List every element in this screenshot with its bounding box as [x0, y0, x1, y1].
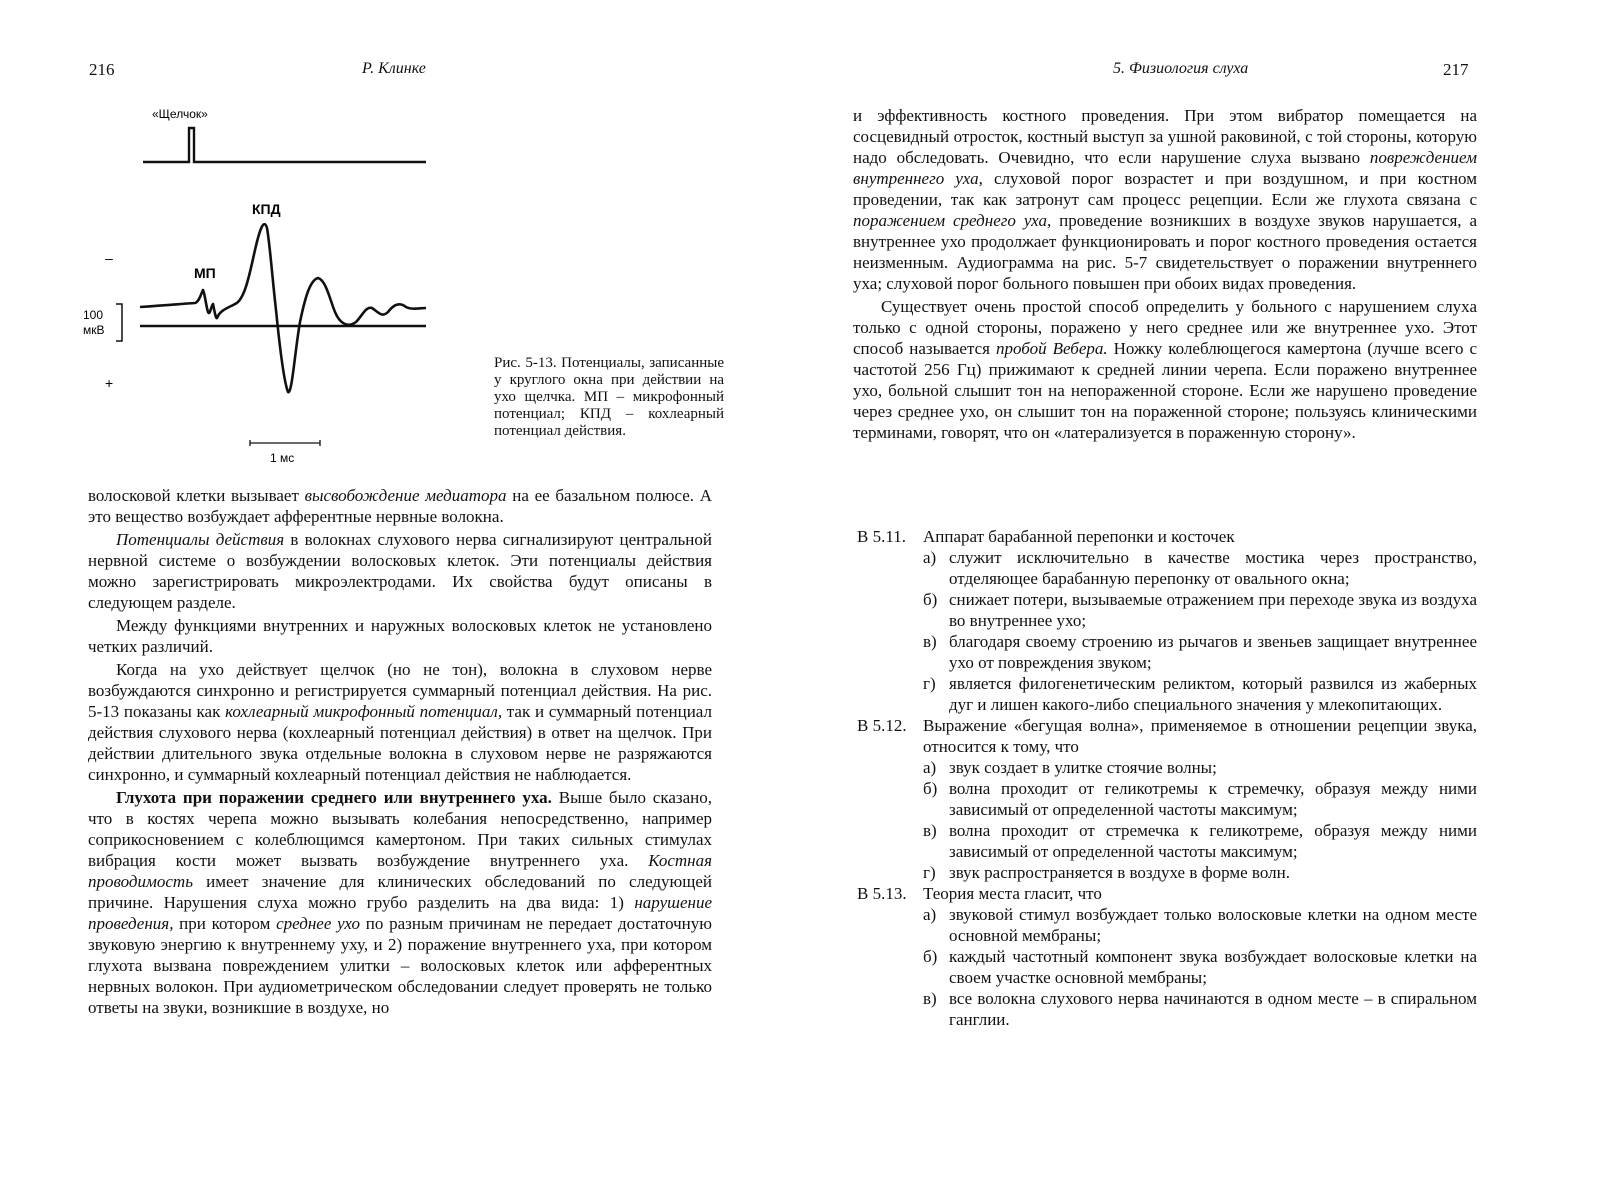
- questions-block: [857, 526, 1477, 1030]
- text-run: слуховой порог возрастет и при воздушном, и при костном проведении, так как затронут сам процесс рецепции. Если же глухота связана с: [853, 169, 1477, 209]
- figure-5-13: [80, 100, 440, 480]
- answer-text: звук создает в улитке стоячие волны;: [949, 758, 1217, 777]
- text-run: и эффективность костного проведения. При этом вибратор помещается на сосцевидный отросток, костный выступ за ушной раковиной, с той стороны, которую надо обследовать. Очевидно, что если нарушение слуха вызвано: [853, 106, 1477, 167]
- page-number-right: 217: [1443, 60, 1469, 79]
- right-text-column: [853, 105, 1477, 443]
- answer-letter: б): [923, 779, 938, 798]
- question-text: Выражение «бегущая волна», применяемое в отношении рецепции звука, относится к тому, что: [923, 716, 1477, 756]
- text-run: по разным причинам не передает достаточную звуковую энергию к внутреннему уху, и 2) поражение внутреннего уха, при котором глухота вызвана повреждением улитки – волосковых клеток или афферентных нервных волокон. При аудиометрическом обследовании следует проверять не только ответы на звуки, возникшие в воздухе, но: [88, 914, 712, 1017]
- emphasis: среднее ухо: [276, 914, 361, 933]
- answer-text: волна проходит от геликотремы к стремечку, образуя между ними зависимый от определенной частоты максимум;: [949, 779, 1477, 819]
- emphasis: нарушение проведения,: [88, 893, 712, 933]
- text-run: проведение возникших в воздухе звуков нарушается, а внутреннее ухо продолжает функционировать и порог костного проведения остается неизменным. Аудиограмма на рис. 5-7 свидетельствует о поражении внутреннего уха; слуховой порог больного повышен при обоих видах проведения.: [853, 211, 1478, 293]
- amplitude-scale-bar: [116, 304, 122, 341]
- answer-letter: б): [923, 947, 938, 966]
- answer-text: снижает потери, вызываемые отражением при переходе звука из воздуха во внутреннее ухо;: [949, 590, 1477, 630]
- stipple-background: [140, 192, 430, 422]
- answer-letter: г): [923, 863, 936, 882]
- text-run: Когда на ухо действует щелчок (но не тон), волокна в слуховом нерве возбуждаются синхронно и регистрируется суммарный потенциал действия. На рис. 5-13 показаны как: [88, 660, 712, 721]
- figure-caption: Рис. 5-13. Потенциалы, записанные у круглого окна при действии на ухо щелчка. МП – микрофонный потенциал; КПД – кохлеарный потенциал действия.: [494, 355, 724, 439]
- emphasis: Костная проводимость: [88, 851, 712, 891]
- answer-text: служит исключительно в качестве мостика через пространство, отделяющее барабанную перепонку от овального окна;: [949, 548, 1477, 588]
- answer-letter: г): [923, 674, 936, 693]
- answer-letter: а): [923, 548, 937, 567]
- minus-sign: –: [105, 250, 113, 266]
- question-number: В 5.11.: [857, 527, 906, 546]
- answer-letter: в): [923, 632, 937, 651]
- answer-text: каждый частотный компонент звука возбуждает волосковые клетки на своем участке основной мембраны;: [949, 947, 1477, 987]
- stimulus-trace: [143, 128, 426, 162]
- kpd-label: КПД: [252, 201, 281, 217]
- text-run: Выше было сказано, что в костях черепа можно вызывать колебания непосредственно, например соприкосновением с колеблющимся камертоном. При таких сильных стимулах вибрация кости может вызвать возбуждение внутреннего уха.: [88, 788, 712, 870]
- answer-text: звук распространяется в воздухе в форме волн.: [949, 863, 1290, 882]
- answer-letter: в): [923, 821, 937, 840]
- running-head-right: 5. Физиология слуха: [1113, 60, 1249, 77]
- answer-text: волна проходит от стремечка к геликотреме, образуя между ними зависимый от определенной частоты максимум;: [949, 821, 1477, 861]
- click-label: «Щелчок»: [152, 107, 208, 121]
- mp-label: МП: [194, 265, 216, 281]
- emphasis: кохлеарный микрофонный потенциал,: [225, 702, 503, 721]
- answer-text: все волокна слухового нерва начинаются в одном месте – в спиральном ганглии.: [949, 989, 1477, 1029]
- paragraph: Между функциями внутренних и наружных волосковых клеток не установлено четких различий.: [88, 616, 712, 656]
- left-text-column: [88, 485, 712, 1018]
- question-text: Аппарат барабанной перепонки и косточек: [923, 527, 1235, 546]
- question-number: В 5.13.: [857, 884, 907, 903]
- question-5-12: [857, 715, 1477, 883]
- emphasis: Потенциалы действия: [116, 530, 285, 549]
- time-scale-bar: [250, 440, 320, 446]
- page-number-left: 216: [89, 60, 115, 79]
- text-run: так и суммарный потенциал действия слухового нерва (кохлеарный потенциал действия) в ответ на щелчок. При действии длительного звука отдельные волокна в слуховом нерве не разряжаются синхронно, и суммарный кохлеарный потенциал действия не наблюдается.: [88, 702, 712, 784]
- question-text: Теория места гласит, что: [923, 884, 1102, 903]
- section-heading: Глухота при поражении среднего или внутреннего уха.: [116, 788, 552, 807]
- answer-letter: а): [923, 758, 937, 777]
- text-run: волосковой клетки вызывает: [88, 486, 305, 505]
- answer-letter: а): [923, 905, 937, 924]
- scale-value: 100: [83, 308, 104, 322]
- scale-unit: мкВ: [83, 323, 105, 337]
- question-5-11: [857, 526, 1477, 715]
- text-run: в волокнах слухового нерва сигнализируют центральной нервной системе о возбуждении волосковых клеток. Эти потенциалы действия можно зарегистрировать микроэлектродами. Их свойства будут описаны в следующем разделе.: [88, 530, 712, 612]
- text-run: на ее базальном полюсе. А это вещество возбуждает афферентные нервные волокна.: [88, 486, 712, 526]
- emphasis: пробой Вебера.: [995, 339, 1108, 358]
- time-scale-label: 1 мс: [270, 451, 295, 465]
- text-run: Существует очень простой способ определить у больного с нарушением слуха только с одной стороны, поражено у него среднее или же внутреннее ухо. Этот способ называется: [853, 297, 1477, 358]
- plus-sign: +: [105, 375, 114, 391]
- answer-text: благодаря своему строению из рычагов и звеньев защищает внутреннее ухо от повреждения звуком;: [949, 632, 1477, 672]
- running-head-left: Р. Клинке: [362, 60, 426, 77]
- text-run: имеет значение для клинических обследований по следующей причине. Нарушения слуха можно грубо разделить на два вида: 1): [88, 872, 712, 912]
- right-page: [800, 0, 1600, 1199]
- question-number: В 5.12.: [857, 716, 907, 735]
- answer-text: является филогенетическим реликтом, который развился из жаберных дуг и лишен какого-либо специального значения у млекопитающих.: [949, 674, 1477, 714]
- text-run: при котором: [173, 914, 277, 933]
- text-run: Ножку колеблющегося камертона (лучше всего с частотой 256 Гц) прижимают к средней линии черепа. Если поражено внутреннее ухо, больной слышит тон на непораженной стороне. Если же нарушено проведение через среднее ухо, он слышит тон на пораженной стороне; пользуясь клиническими терминами, говорят, что он «латерализуется в пораженную сторону».: [853, 339, 1478, 442]
- emphasis: высвобождение медиатора: [304, 486, 507, 505]
- answer-letter: в): [923, 989, 937, 1008]
- answer-text: звуковой стимул возбуждает только волосковые клетки на одном месте основной мембраны;: [949, 905, 1477, 945]
- emphasis: поражением среднего уха,: [853, 211, 1052, 230]
- question-5-13: [857, 883, 1477, 1030]
- emphasis: повреждением внутреннего уха,: [853, 148, 1477, 188]
- answer-letter: б): [923, 590, 938, 609]
